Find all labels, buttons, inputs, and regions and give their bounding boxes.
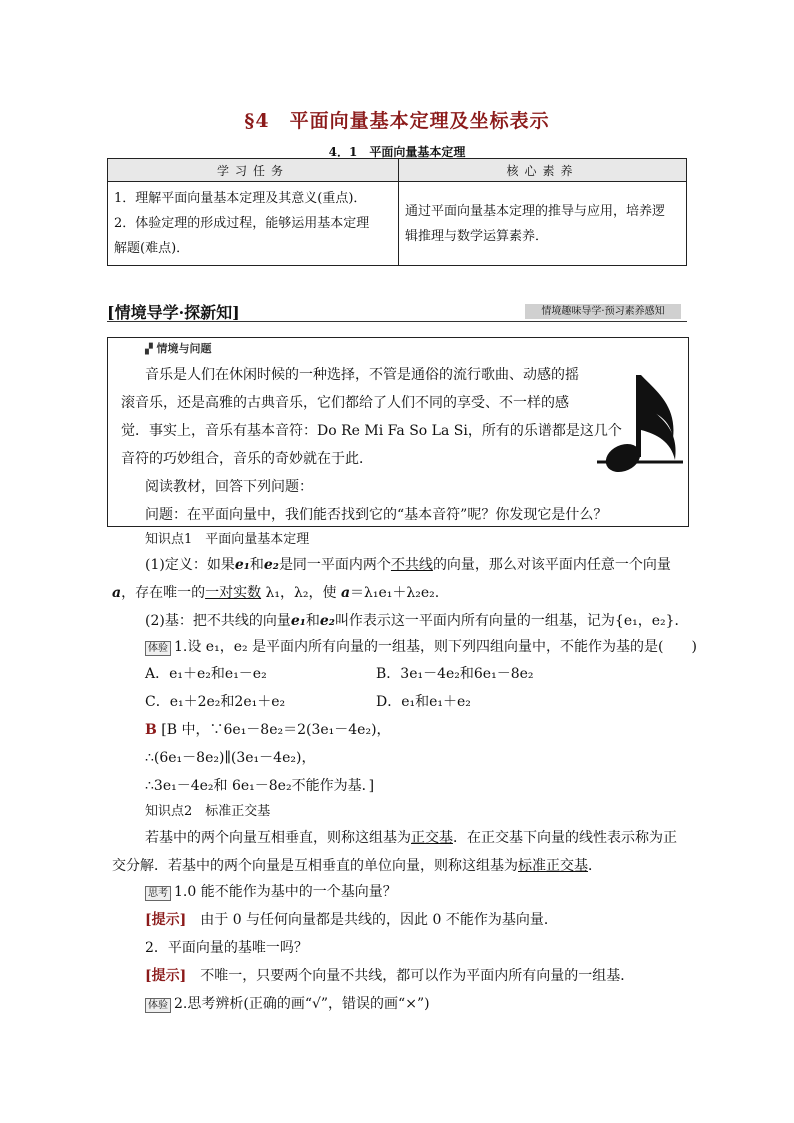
think-q1: 思考 1.0 能不能作为基中的一个基向量？: [145, 878, 397, 906]
section-heading: [情境导学·探新知]: [107, 303, 240, 322]
kp1-basis: (2)基：把不共线的向量e₁和e₂叫作表示这一平面内所有向量的一组基，记为{e₁，e₂}．: [145, 613, 689, 629]
kp1-definition: (1)定义：如果e₁和e₂是同一平面内两个不共线的向量，那么对该平面内任意一个向量: [145, 557, 671, 573]
option-d: D．e₁和e₁＋e₂: [376, 694, 471, 710]
scenario-label: ▞ 情境与问题: [145, 342, 212, 355]
section-tag: 情境趣味导学·预习素养感知: [525, 304, 681, 319]
music-note-icon: [595, 370, 685, 480]
exp-tag: 体验: [145, 641, 171, 656]
option-c: C．e₁＋2e₂和2e₁＋e₂: [145, 694, 286, 710]
kp2-title: 知识点2 标准正交基: [145, 804, 271, 819]
exp1-question: 体验 1.设 e₁，e₂ 是平面内所有向量的一组基，则下列四组向量中，不能作为基的是( ): [145, 633, 697, 661]
section-divider: [107, 321, 687, 322]
option-b: B．3e₁－4e₂和6e₁－8e₂: [376, 666, 534, 682]
exp1-solution: B [B 中，∵6e₁－8e₂＝2(3e₁－4e₂)，: [145, 722, 391, 738]
kp1-title: 知识点1 平面向量基本定理: [145, 532, 310, 547]
scenario-text: 音乐是人们在休闲时候的一种选择，不管是通俗的流行歌曲、动感的摇 滚音乐，还是高雅的古典音乐，它们都给了人们不同的享受、不一样的感 觉．事实上，音乐有基本音符：Do Re Mi Fa So La Si，所有的乐谱都是这几个 音符的巧妙组合，音乐的奇妙就在于此． 阅读教材，回答下列问题： 问题：在平面向量中，我们能否找到它的“基本音符”呢？你发现它是什么？: [121, 367, 622, 523]
think-a2: [提示] 不唯一，只要两个向量不共线，都可以作为平面内所有向量的一组基．: [145, 968, 635, 984]
task-cell: 1．理解平面向量基本定理及其意义(重点)． 2．体验定理的形成过程，能够运用基本定理 解题(难点)．: [108, 182, 399, 266]
kp2-line1: 若基中的两个向量互相垂直，则称这组基为正交基．在正交基下向量的线性表示称为正: [145, 830, 677, 846]
task-table-header-literacy: 核心素养: [399, 159, 687, 182]
option-a: A．e₁＋e₂和e₁－e₂: [145, 666, 267, 682]
exp2-tag: 体验: [145, 998, 171, 1013]
task-table-header-learning: 学习任务: [108, 159, 399, 182]
think-q2: 2．平面向量的基唯一吗？: [145, 940, 308, 956]
answer-letter: B: [145, 722, 157, 738]
exp2: 体验 2.思考辨析(正确的画“√”，错误的画“×”): [145, 990, 430, 1018]
scenario-icon: ▞: [145, 344, 153, 355]
page-subtitle: 4．1 平面向量基本定理: [328, 145, 466, 159]
page-title: §4 平面向量基本定理及坐标表示: [244, 110, 550, 132]
kp2-line2: 交分解．若基中的两个向量是互相垂直的单位向量，则称这组基为标准正交基．: [112, 858, 602, 874]
exp1-solution-2: ∴(6e₁－8e₂)∥(3e₁－4e₂)，: [145, 750, 316, 766]
literacy-cell: 通过平面向量基本定理的推导与应用，培养逻 辑推理与数学运算素养．: [399, 182, 687, 266]
think-a1: [提示] 由于 0 与任何向量都是共线的，因此 0 不能作为基向量．: [145, 912, 558, 928]
kp1-definition-cont: a，存在唯一的一对实数 λ₁，λ₂，使 a＝λ₁e₁＋λ₂e₂.: [112, 585, 440, 601]
think-tag: 思考: [145, 886, 171, 901]
exp1-solution-3: ∴3e₁－4e₂和 6e₁－8e₂不能作为基．]: [145, 778, 375, 794]
task-table: [107, 158, 687, 266]
